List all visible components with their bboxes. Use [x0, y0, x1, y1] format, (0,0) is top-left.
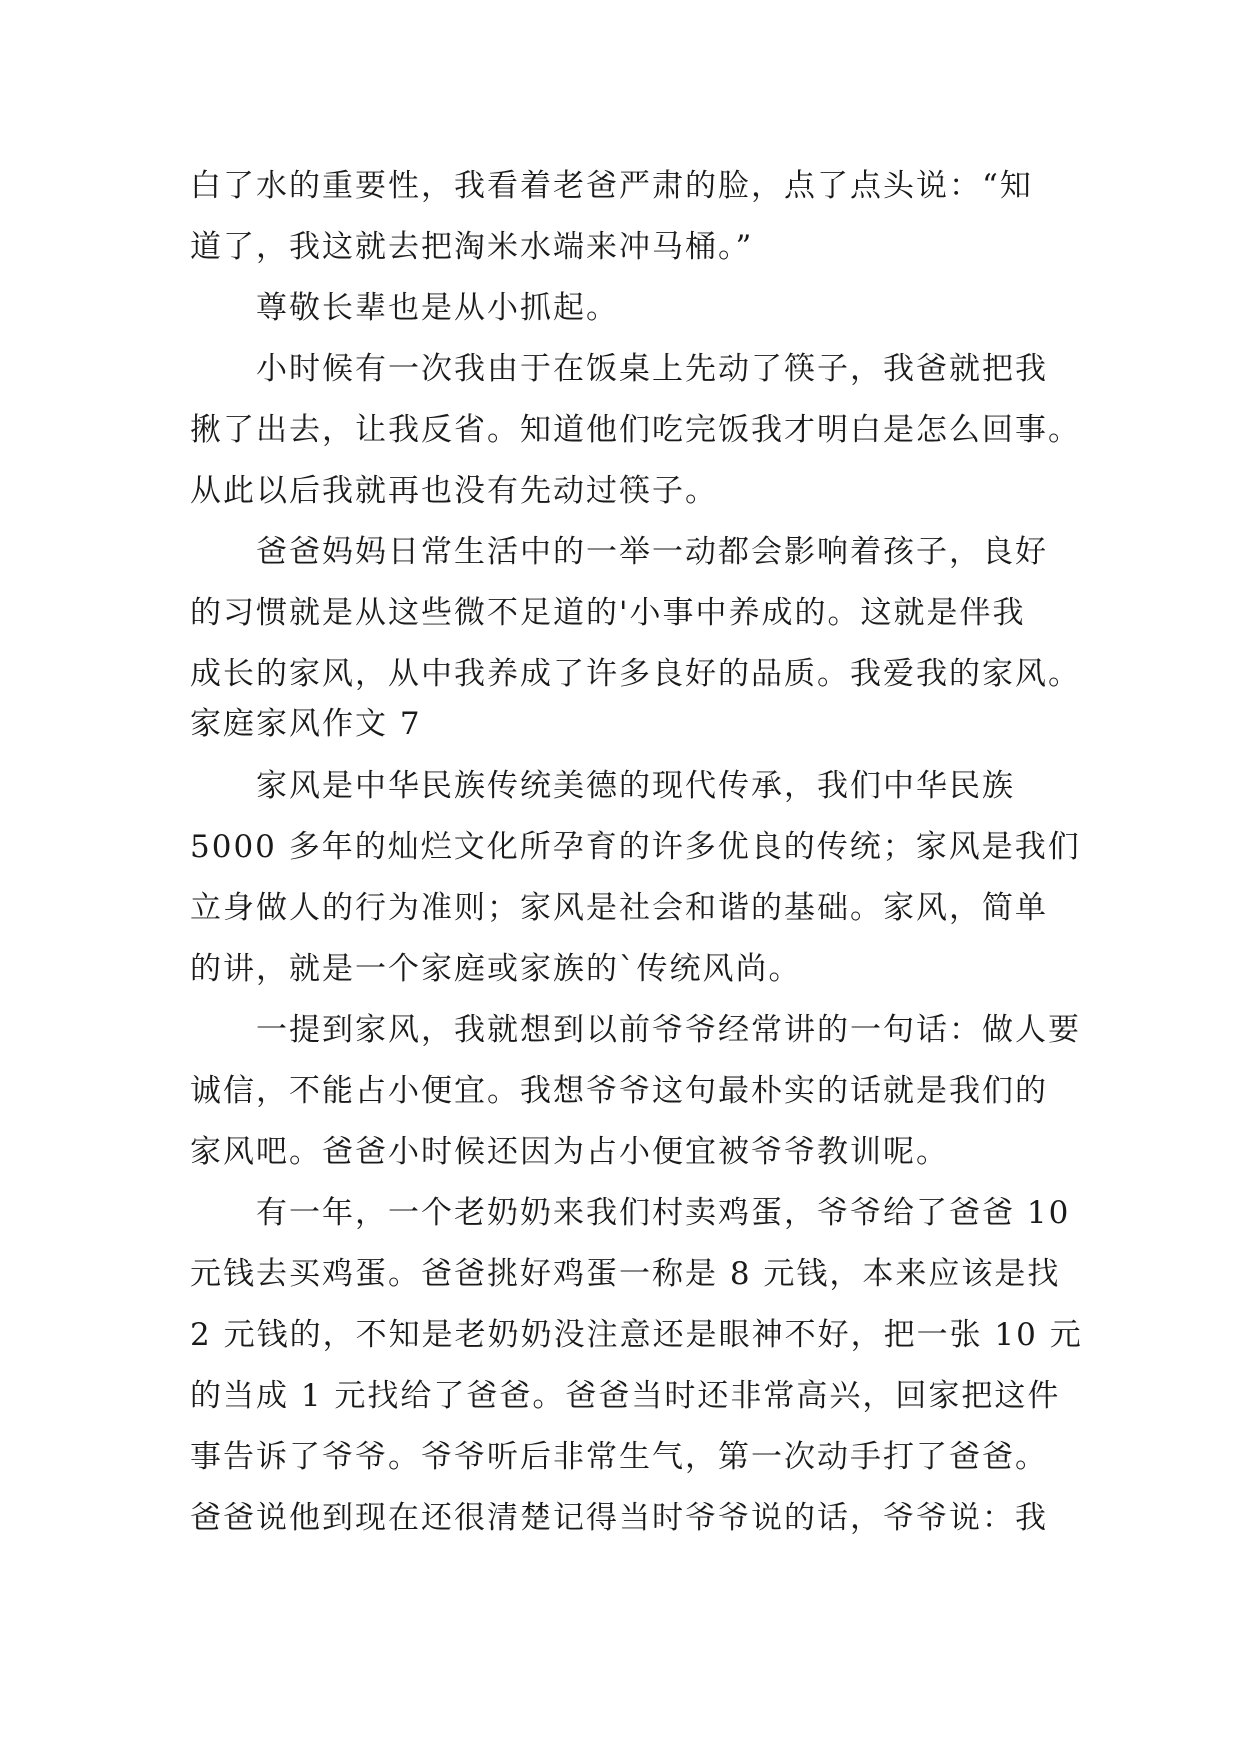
paragraph-start: 家风是中华民族传统美德的现代传承，我们中华民族 — [256, 768, 1015, 804]
paragraph-start: 爸爸妈妈日常生活中的一举一动都会影响着孩子，良好 — [256, 534, 1048, 570]
text-line: 爸爸说他到现在还很清楚记得当时爷爷说的话，爷爷说：我 — [190, 1500, 1048, 1536]
text-line: 诚信，不能占小便宜。我想爷爷这句最朴实的话就是我们的 — [190, 1073, 1048, 1109]
essay-heading: 家庭家风作文 7 — [190, 706, 422, 742]
text-line: 成长的家风，从中我养成了许多良好的品质。我爱我的家风。 — [190, 656, 1081, 692]
text-line: 的当成 1 元找给了爸爸。爸爸当时还非常高兴，回家把这件 — [190, 1378, 1061, 1414]
text-line: 的习惯就是从这些微不足道的'小事中养成的。这就是伴我 — [190, 595, 1026, 631]
paragraph-start: 一提到家风，我就想到以前爷爷经常讲的一句话：做人要 — [256, 1012, 1081, 1048]
text-line: 5000 多年的灿烂文化所孕育的许多优良的传统；家风是我们 — [190, 829, 1081, 865]
essay-continuation — [190, 156, 1081, 705]
text-line: 白了水的重要性，我看着老爸严肃的脸，点了点头说：“知 — [190, 168, 1033, 204]
text-line: 2 元钱的，不知是老奶奶没注意还是眼神不好，把一张 10 元 — [190, 1317, 1083, 1353]
text-line: 元钱去买鸡蛋。爸爸挑好鸡蛋一称是 8 元钱，本来应该是找 — [190, 1256, 1061, 1292]
text-line: 家风吧。爸爸小时候还因为占小便宜被爷爷教训呢。 — [190, 1134, 949, 1170]
text-line: 揪了出去，让我反省。知道他们吃完饭我才明白是怎么回事。 — [190, 412, 1081, 448]
essay-body — [190, 756, 1083, 1549]
text-line: 道了，我这就去把淘米水端来冲马桶。” — [190, 229, 754, 265]
paragraph-start: 尊敬长辈也是从小抓起。 — [256, 290, 619, 326]
paragraph-start: 小时候有一次我由于在饭桌上先动了筷子，我爸就把我 — [256, 351, 1048, 387]
text-line: 的讲，就是一个家庭或家族的`传统风尚。 — [190, 951, 802, 987]
paragraph-start: 有一年，一个老奶奶来我们村卖鸡蛋，爷爷给了爸爸 10 — [256, 1195, 1071, 1231]
text-line: 立身做人的行为准则；家风是社会和谐的基础。家风，简单 — [190, 890, 1048, 926]
text-line: 事告诉了爷爷。爷爷听后非常生气，第一次动手打了爸爸。 — [190, 1439, 1048, 1475]
text-line: 从此以后我就再也没有先动过筷子。 — [190, 473, 718, 509]
